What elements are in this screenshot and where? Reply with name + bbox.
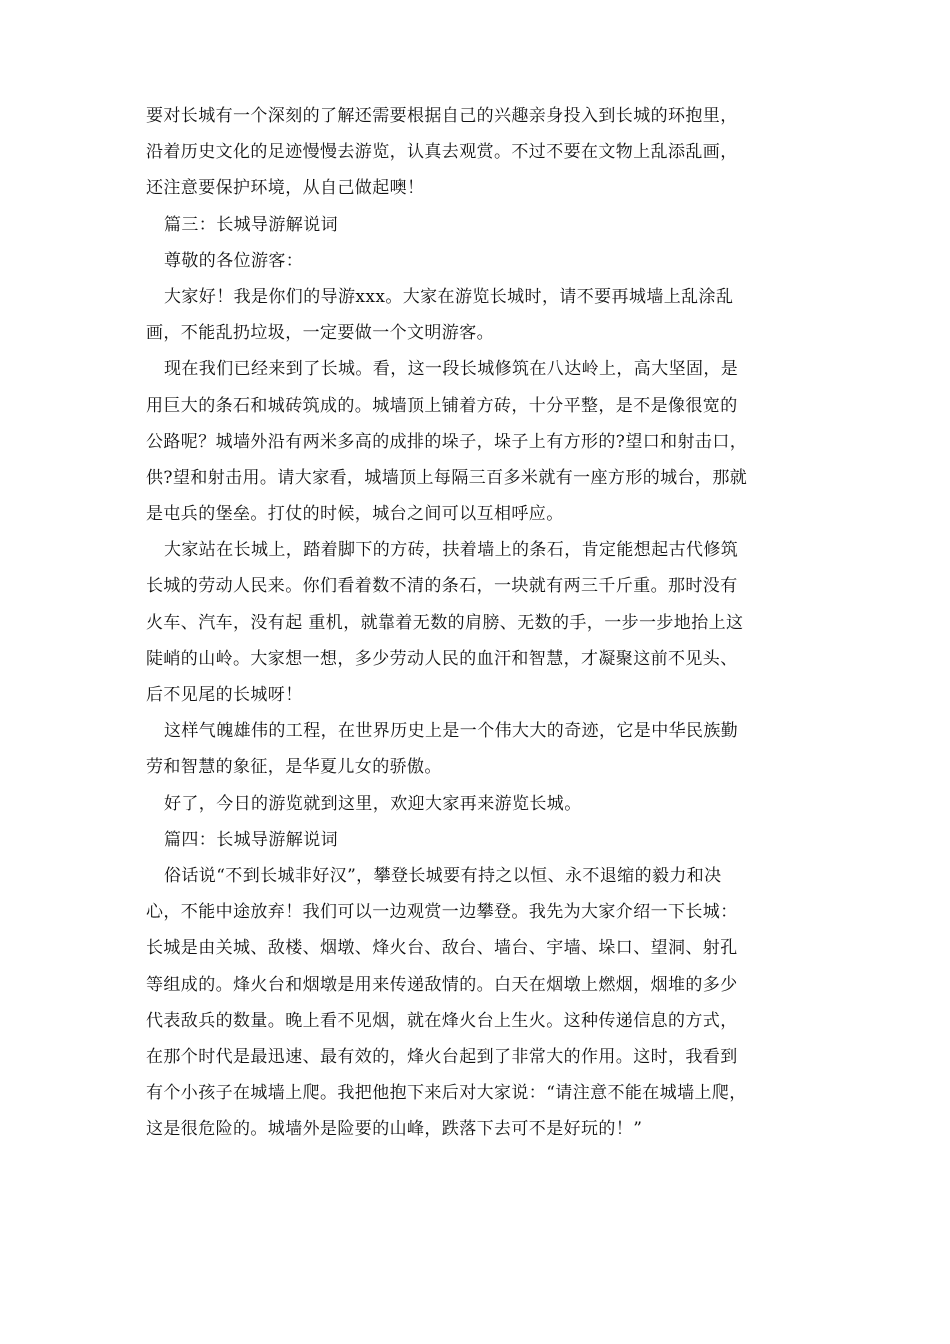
text-line: 陡峭的山岭。大家想一想，多少劳动人民的血汗和智慧，才凝聚这前不见头、: [146, 648, 738, 669]
section-heading-4: 篇四：长城导游解说词: [164, 829, 338, 850]
text-line: 要对长城有一个深刻的了解还需要根据自己的兴趣亲身投入到长城的环抱里，: [146, 106, 738, 126]
text-line: 这样气魄雄伟的工程，在世界历史上是一个伟大大的奇迹，它是中华民族勤: [164, 721, 739, 742]
text-line: 公路呢？城墙外沿有两米多高的成排的垛子，垛子上有方形的?望口和射击口，: [146, 431, 748, 452]
text-line: 好了，今日的游览就到这里，欢迎大家再来游览长城。: [164, 793, 582, 814]
text-line: 长城的劳动人民来。你们看着数不清的条石，一块就有两三千斤重。那时没有: [146, 576, 738, 597]
text-line: 是屯兵的堡垒。打仗的时候，城台之间可以互相呼应。: [146, 504, 564, 525]
salutation: 尊敬的各位游客：: [164, 250, 304, 271]
text-line: 大家好！我是你们的导游xxx。大家在游览长城时，请不要再城墙上乱涂乱: [164, 286, 734, 307]
text-line: 长城是由关城、敌楼、烟墩、烽火台、敌台、墙台、宇墙、垛口、望洞、射孔: [146, 938, 738, 959]
text-line: 现在我们已经来到了长城。看，这一段长城修筑在八达岭上，高大坚固，是: [164, 359, 739, 380]
text-line: 还注意要保护环境，从自己做起噢！: [146, 178, 425, 199]
text-line: 大家站在长城上，踏着脚下的方砖，扶着墙上的条石，肯定能想起古代修筑: [164, 540, 739, 561]
text-line: 画，不能乱扔垃圾，一定要做一个文明游客。: [146, 323, 494, 344]
text-line: 在那个时代是最迅速、最有效的，烽火台起到了非常大的作用。这时，我看到: [146, 1046, 738, 1067]
text-line: 沿着历史文化的足迹慢慢去游览，认真去观赏。不过不要在文物上乱添乱画，: [146, 142, 738, 163]
text-line: 等组成的。烽火台和烟墩是用来传递敌情的。白天在烟墩上燃烟，烟堆的多少: [146, 974, 738, 995]
text-line: 火车、汽车，没有起 重机，就靠着无数的肩膀、无数的手，一步一步地抬上这: [146, 612, 744, 633]
text-line: 这是很危险的。城墙外是险要的山峰，跌落下去可不是好玩的！”: [146, 1119, 643, 1140]
text-line: 劳和智慧的象征，是华夏儿女的骄傲。: [146, 757, 442, 778]
section-heading-3: 篇三：长城导游解说词: [164, 214, 338, 235]
text-line: 后不见尾的长城呀！: [146, 685, 303, 705]
text-line: 有个小孩子在城墙上爬。我把他抱下来后对大家说：“请注意不能在城墙上爬，: [146, 1083, 747, 1104]
document-body: [146, 98, 814, 1147]
text-line: 俗话说“不到长城非好汉”，攀登长城要有持之以恒、永不退缩的毅力和决: [164, 865, 722, 886]
text-line: 用巨大的条石和城砖筑成的。城墙顶上铺着方砖，十分平整，是不是像很宽的: [146, 395, 738, 416]
text-line: 供?望和射击用。请大家看，城墙顶上每隔三百多米就有一座方形的城台，那就: [146, 467, 748, 488]
text-line: 代表敌兵的数量。晚上看不见烟，就在烽火台上生火。这种传递信息的方式，: [146, 1010, 738, 1031]
text-line: 心，不能中途放弃！我们可以一边观赏一边攀登。我先为大家介绍一下长城：: [146, 902, 738, 923]
